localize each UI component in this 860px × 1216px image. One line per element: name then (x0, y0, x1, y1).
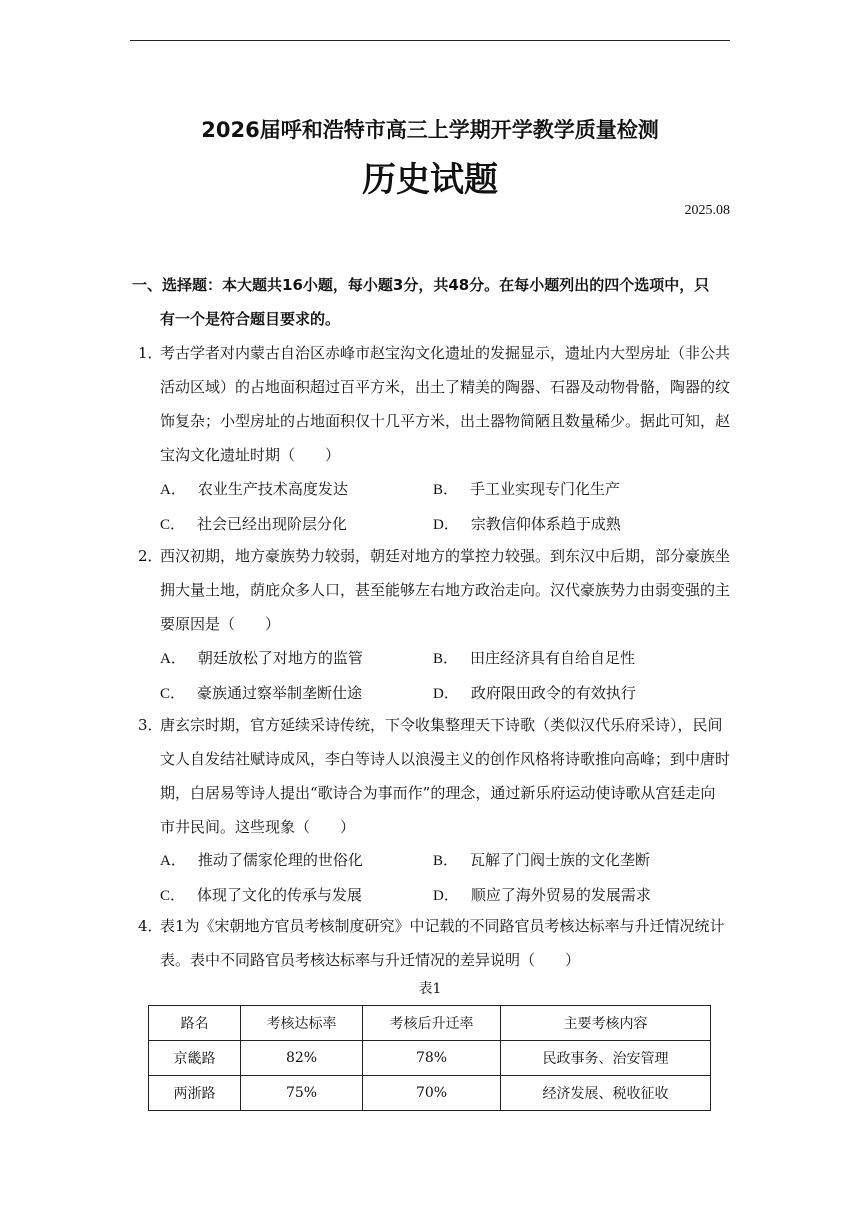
option-d[interactable]: D． 政府限田政令的有效执行 (433, 684, 636, 702)
table-cell: 民政事务、治安管理 (501, 1041, 711, 1076)
option-d[interactable]: D． 宗教信仰体系趋于成熟 (433, 515, 621, 533)
question-3 (132, 708, 742, 844)
question-line: 西汉初期，地方豪族势力较弱，朝廷对地方的掌控力较强。到东汉中后期，部分豪族坐 (160, 547, 731, 565)
option-b[interactable]: B． 田庄经济具有自给自足性 (433, 649, 636, 667)
option-a[interactable]: A． 朝廷放松了对地方的监管 (160, 649, 363, 667)
question-2 (132, 539, 742, 641)
option-a[interactable]: A． 农业生产技术高度发达 (160, 480, 348, 498)
subject-title: 历史试题 (362, 160, 498, 200)
question-number: 3． (138, 716, 163, 734)
option-a[interactable]: A． 推动了儒家伦理的世俗化 (160, 851, 363, 869)
question-line: 市井民间。这些现象（ ） (160, 818, 356, 836)
section-line-1: 一、选择题：本大题共16小题，每小题3分，共48分。在每小题列出的四个选项中，只 (132, 276, 710, 294)
table-header-cell: 路名 (149, 1006, 241, 1041)
question-4 (132, 909, 742, 977)
section-heading (132, 268, 742, 336)
question-1-options (160, 472, 740, 542)
question-line: 宝沟文化遗址时期（ ） (160, 446, 341, 464)
option-c[interactable]: C． 社会已经出现阶层分化 (160, 515, 348, 533)
question-line: 表1为《宋朝地方官员考核制度研究》中记载的不同路官员考核达标率与升迁情况统计 (160, 917, 725, 935)
option-b[interactable]: B． 手工业实现专门化生产 (433, 480, 621, 498)
table-caption: 表1 (418, 981, 442, 997)
option-c[interactable]: C． 体现了文化的传承与发展 (160, 886, 363, 904)
section-line-2: 有一个是符合题目要求的。 (160, 310, 341, 328)
question-3-options (160, 843, 740, 913)
question-line: 活动区域）的占地面积超过百平方米，出土了精美的陶器、石器及动物骨骼，陶器的纹 (160, 378, 731, 396)
table-cell: 两浙路 (149, 1076, 241, 1111)
option-b[interactable]: B． 瓦解了门阀士族的文化垄断 (433, 851, 651, 869)
option-c[interactable]: C． 豪族通过察举制垄断仕途 (160, 684, 363, 702)
option-d[interactable]: D． 顺应了海外贸易的发展需求 (433, 886, 651, 904)
question-line: 拥大量土地，荫庇众多人口，甚至能够左右地方政治走向。汉代豪族势力由弱变强的主 (160, 581, 731, 599)
question-number: 4． (138, 917, 163, 935)
question-1 (132, 336, 742, 472)
top-rule (130, 40, 730, 41)
question-line: 唐玄宗时期，官方延续采诗传统，下令收集整理天下诗歌（类似汉代乐府采诗），民间 (160, 716, 723, 734)
exam-date: 2025.08 (684, 203, 730, 218)
table-cell: 京畿路 (149, 1041, 241, 1076)
question-line: 要原因是（ ） (160, 615, 281, 633)
data-table (148, 1005, 711, 1111)
question-number: 2． (138, 547, 163, 565)
question-line: 期，白居易等诗人提出“歌诗合为事而作”的理念，通过新乐府运动使诗歌从宫廷走向 (160, 784, 716, 802)
question-number: 1． (138, 344, 163, 362)
table-header-cell: 主要考核内容 (501, 1006, 711, 1041)
table-cell: 75% (241, 1076, 363, 1111)
question-line: 考古学者对内蒙古自治区赤峰市赵宝沟文化遗址的发掘显示，遗址内大型房址（非公共 (160, 344, 731, 362)
table-header-cell: 考核达标率 (241, 1006, 363, 1041)
question-line: 表。表中不同路官员考核达标率与升迁情况的差异说明（ ） (160, 951, 581, 969)
table-cell: 82% (241, 1041, 363, 1076)
table-row (149, 1076, 711, 1111)
question-line: 饰复杂；小型房址的占地面积仅十几平方米，出土器物简陋且数量稀少。据此可知，赵 (160, 412, 731, 430)
table-header-cell: 考核后升迁率 (363, 1006, 501, 1041)
question-2-options (160, 641, 740, 711)
table-cell: 70% (363, 1076, 501, 1111)
table-row (149, 1041, 711, 1076)
question-line: 文人自发结社赋诗成风，李白等诗人以浪漫主义的创作风格将诗歌推向高峰；到中唐时 (160, 750, 731, 768)
table-header-row (149, 1006, 711, 1041)
table-cell: 经济发展、税收征收 (501, 1076, 711, 1111)
exam-title: 2026届呼和浩特市高三上学期开学教学质量检测 (201, 118, 659, 142)
table-cell: 78% (363, 1041, 501, 1076)
